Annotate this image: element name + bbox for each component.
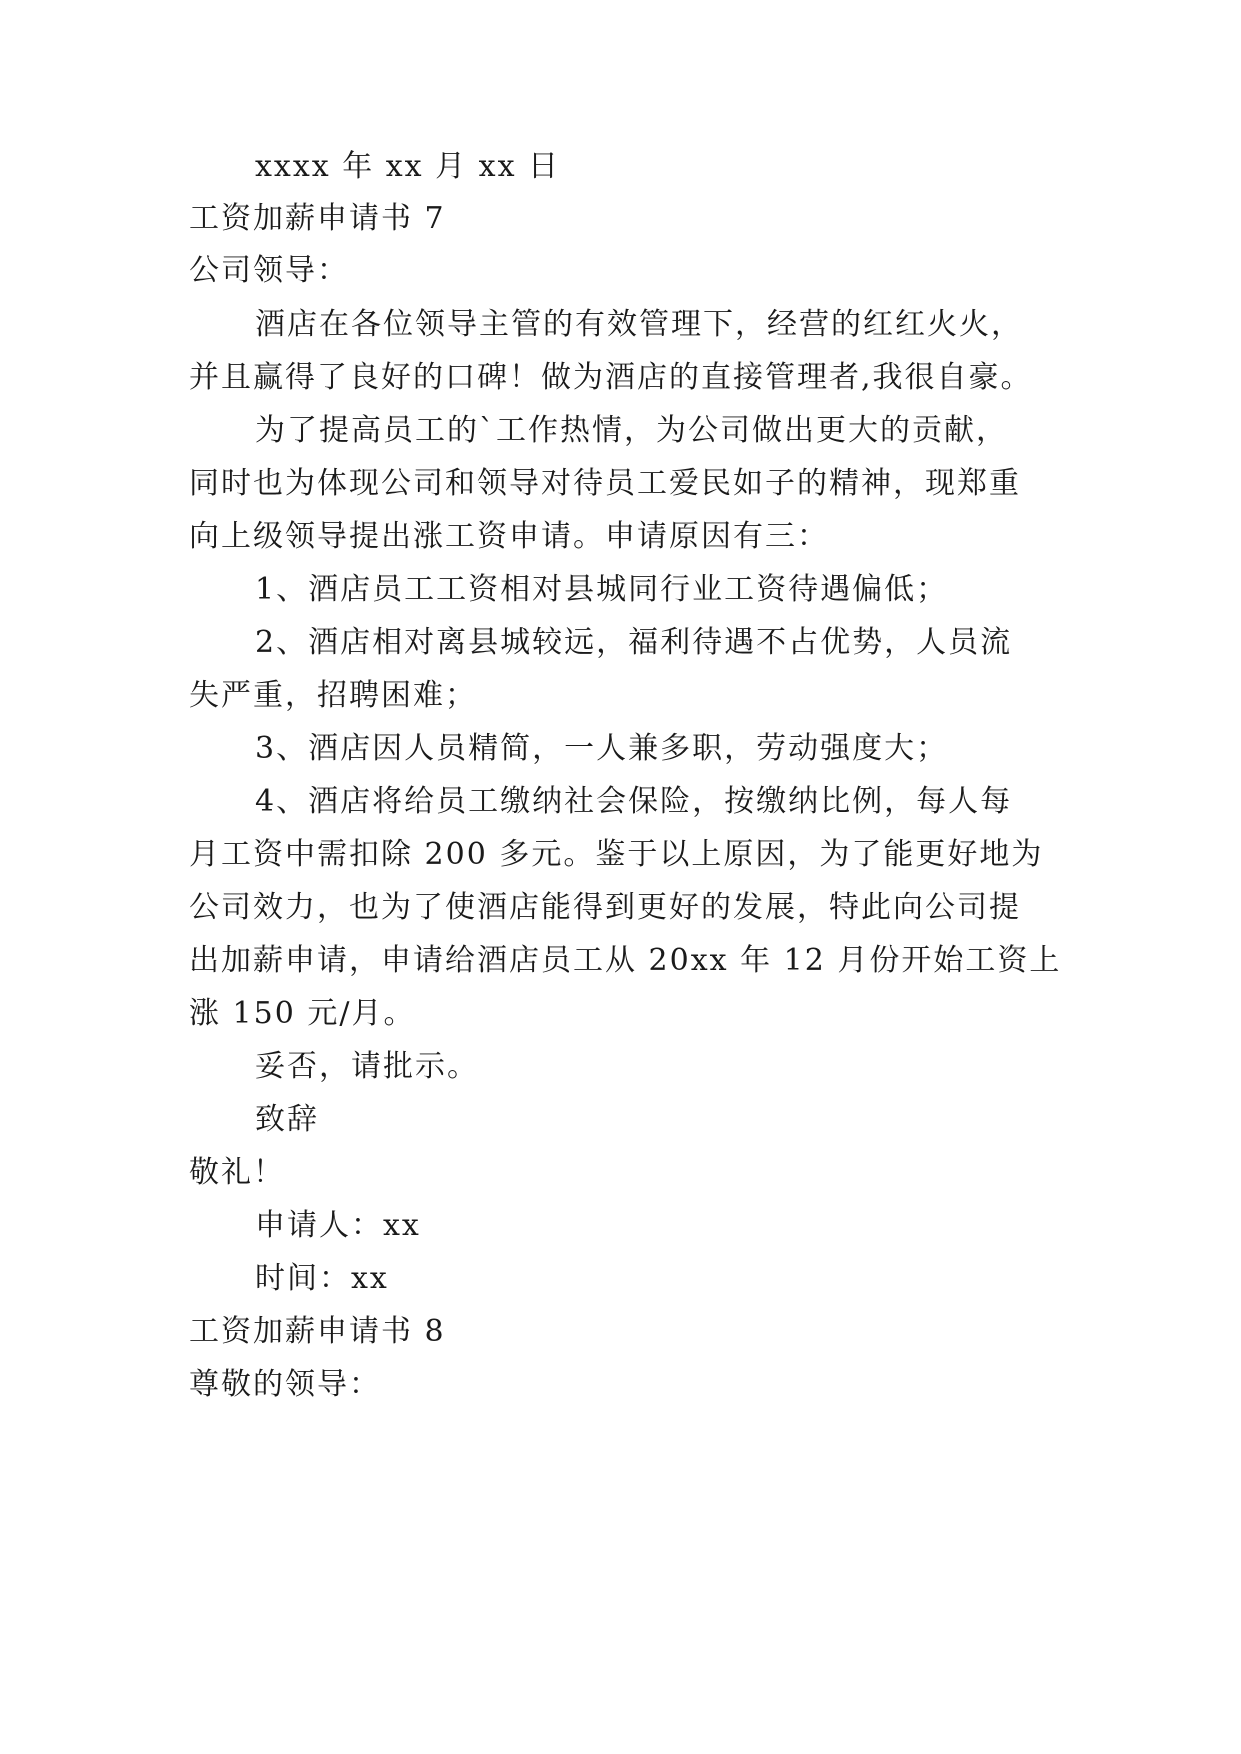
- regards-line: 致辞: [255, 1102, 319, 1137]
- reason-4-cont-1: 月工资中需扣除 200 多元。鉴于以上原因，为了能更好地为: [189, 837, 1044, 872]
- reason-4-cont-4: 涨 150 元/月。: [189, 996, 416, 1031]
- letter-8-salutation: 尊敬的领导：: [189, 1367, 381, 1402]
- time-line: 时间：xx: [255, 1261, 389, 1296]
- letter-8-title: 工资加薪申请书 8: [189, 1314, 446, 1349]
- letter-7-salutation: 公司领导：: [189, 253, 349, 288]
- reason-4-cont-2: 公司效力，也为了使酒店能得到更好的发展，特此向公司提: [189, 890, 1021, 925]
- reason-3: 3、酒店因人员精简，一人兼多职，劳动强度大；: [255, 731, 949, 766]
- body-line-4: 同时也为体现公司和领导对待员工爱民如子的精神，现郑重: [189, 466, 1021, 501]
- body-line-3: 为了提高员工的`工作热情，为公司做出更大的贡献，: [255, 413, 1008, 448]
- approval-request: 妥否，请批示。: [255, 1049, 479, 1084]
- date-line: xxxx 年 xx 月 xx 日: [255, 149, 561, 184]
- body-line-2: 并且赢得了良好的口碑！做为酒店的直接管理者,我很自豪。: [189, 360, 1033, 395]
- reason-1: 1、酒店员工工资相对县城同行业工资待遇偏低；: [255, 572, 949, 607]
- reason-4-cont-3: 出加薪申请，申请给酒店员工从 20xx 年 12 月份开始工资上: [189, 943, 1062, 978]
- body-line-1: 酒店在各位领导主管的有效管理下，经营的红红火火，: [255, 307, 1023, 342]
- body-line-5: 向上级领导提出涨工资申请。申请原因有三：: [189, 519, 829, 554]
- closing-salute: 敬礼！: [189, 1155, 285, 1190]
- applicant-line: 申请人：xx: [255, 1208, 421, 1243]
- letter-7-title: 工资加薪申请书 7: [189, 201, 446, 236]
- reason-4: 4、酒店将给员工缴纳社会保险，按缴纳比例，每人每: [255, 784, 1013, 819]
- reason-2-cont: 失严重，招聘困难；: [189, 678, 477, 713]
- reason-2: 2、酒店相对离县城较远，福利待遇不占优势，人员流: [255, 625, 1013, 660]
